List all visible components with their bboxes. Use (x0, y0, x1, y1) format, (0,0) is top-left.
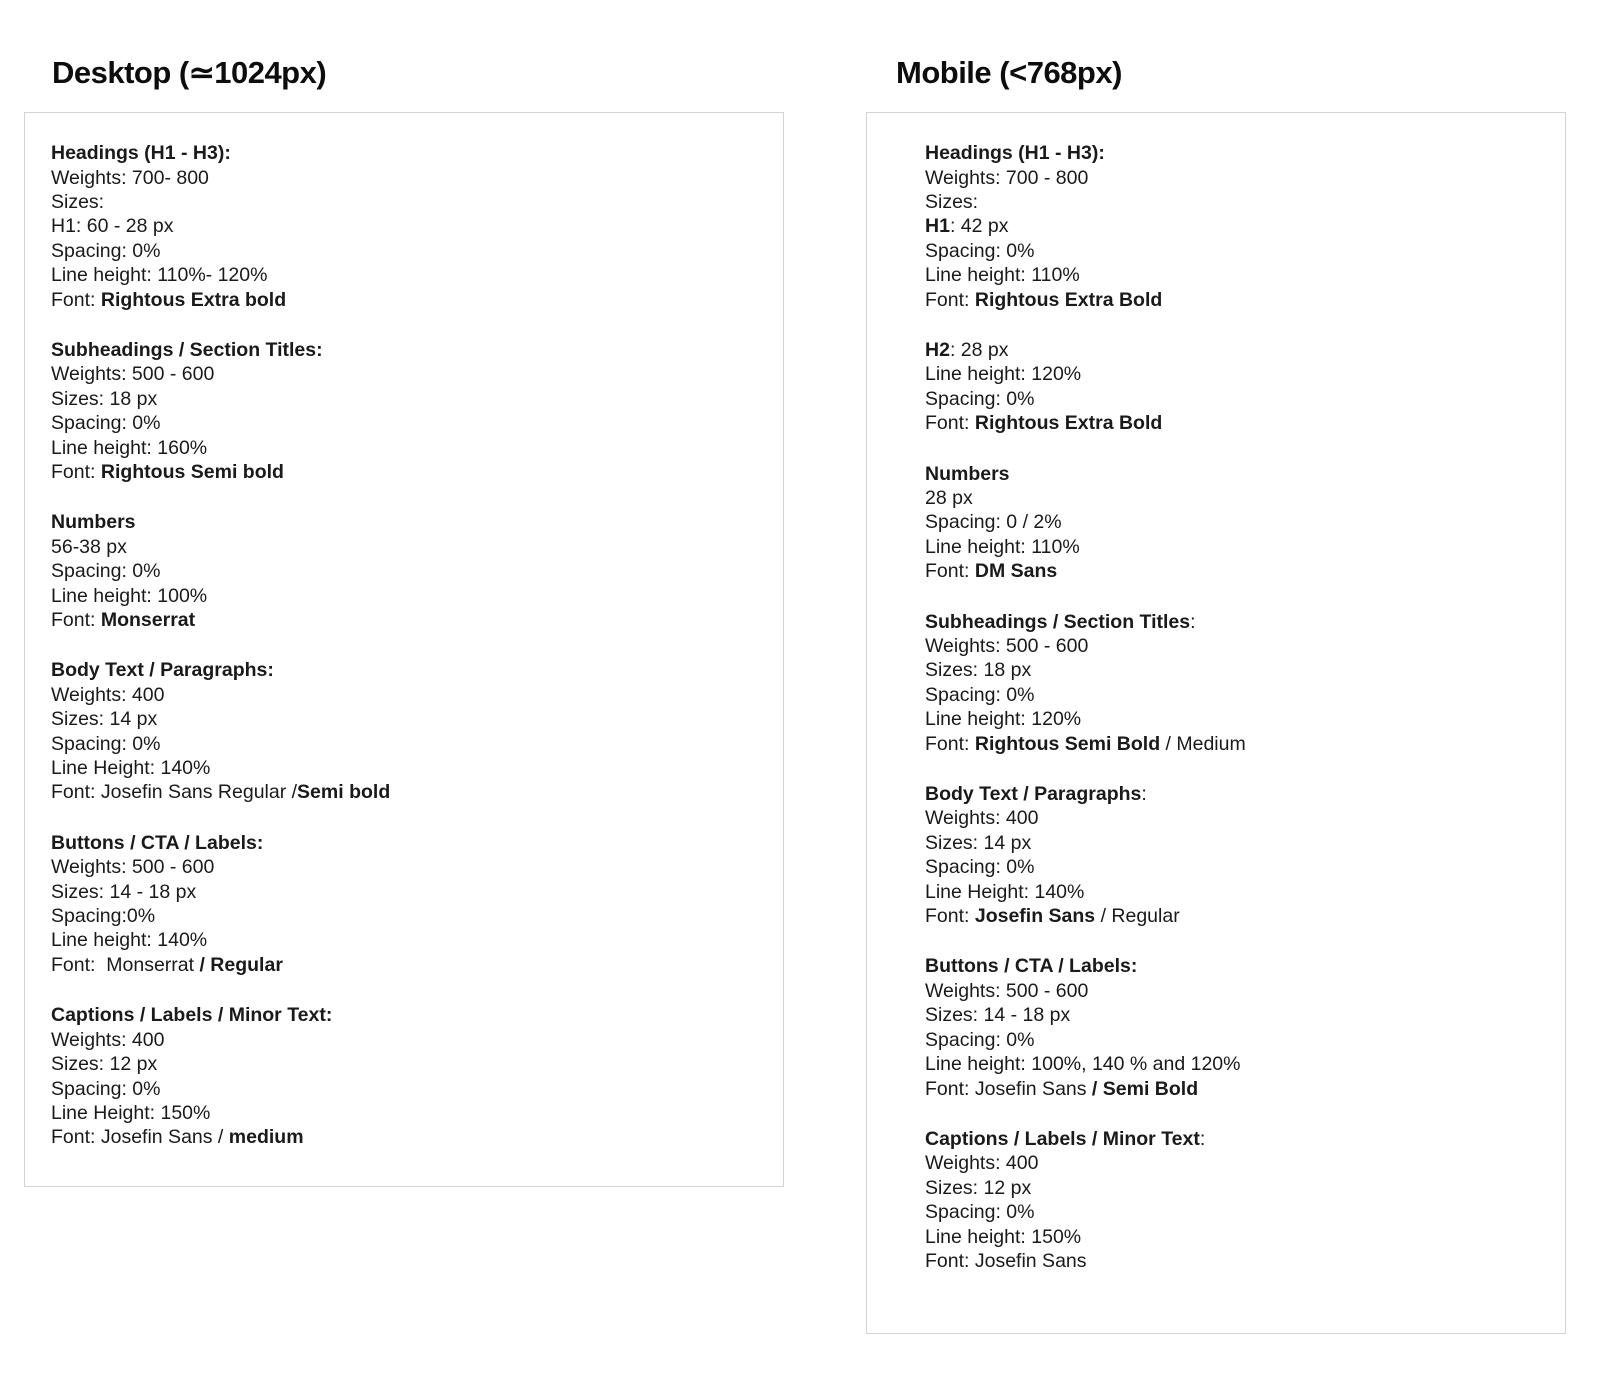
spec-line: Font: Monserrat (51, 609, 196, 631)
spec-line: Weights: 700 - 800 (925, 166, 1089, 189)
spec-line: Weights: 500 - 600 (925, 979, 1089, 1002)
spec-line: Subheadings / Section Titles: (51, 338, 323, 361)
spec-line: Spacing: 0% (925, 239, 1035, 262)
spec-line: Line height: 150% (925, 1225, 1082, 1248)
spec-line: Weights: 400 (51, 1028, 165, 1051)
spec-line: Sizes: 18 px (925, 659, 1032, 682)
spec-line: Font: Josefin Sans Regular /Semi bold (51, 781, 391, 804)
spec-line: Font: Rightous Semi bold (51, 460, 284, 483)
spec-group (925, 141, 1539, 312)
spec-line: Spacing: 0% (51, 732, 161, 755)
spec-line: Sizes: 14 px (51, 708, 158, 731)
spec-line: Body Text / Paragraphs: (51, 659, 274, 682)
spec-line: Spacing: 0% (51, 560, 161, 583)
spec-line: Sizes: 14 - 18 px (51, 880, 197, 903)
spec-line: Font: Josefin Sans / medium (51, 1126, 304, 1149)
spec-line: Buttons / CTA / Labels: (925, 955, 1138, 978)
desktop-spec-panel (24, 112, 784, 1187)
spec-line: Font: DM Sans (925, 560, 1058, 583)
spec-line: H1: 60 - 28 px (51, 215, 174, 238)
spec-line: Spacing: 0% (925, 1028, 1035, 1051)
spec-line: Weights: 400 (925, 807, 1039, 830)
spec-line: Sizes: (51, 190, 105, 213)
spec-line: Font: Josefin Sans (925, 1249, 1087, 1272)
spec-line: Buttons / CTA / Labels: (51, 831, 264, 854)
spec-line: Sizes: 14 px (925, 831, 1032, 854)
spec-line: Spacing: 0% (925, 1201, 1035, 1224)
mobile-column (866, 0, 1566, 1334)
spec-line: Font: Rightous Extra Bold (925, 288, 1163, 311)
spec-line: Spacing: 0% (51, 239, 161, 262)
spec-line: Captions / Labels / Minor Text: (51, 1004, 333, 1027)
spec-line: Subheadings / Section Titles: (925, 610, 1196, 633)
spec-line: Font: Josefin Sans / Semi Bold (925, 1077, 1199, 1100)
spec-line: Weights: 400 (51, 683, 165, 706)
spec-group (925, 1127, 1539, 1273)
spec-line: Body Text / Paragraphs: (925, 783, 1147, 806)
spec-group (925, 954, 1539, 1100)
spec-line: Line height: 120% (925, 708, 1082, 731)
spec-line: 56-38 px (51, 535, 127, 558)
spec-line: Line height: 120% (925, 363, 1082, 386)
spec-line: Weights: 700- 800 (51, 166, 209, 189)
spec-line: Spacing: 0% (925, 683, 1035, 706)
spec-line: Line height: 100%, 140 % and 120% (925, 1053, 1241, 1076)
spec-line: H1: 42 px (925, 215, 1009, 238)
spec-line: Line height: 140% (51, 929, 208, 952)
spec-line: Font: Josefin Sans / Regular (925, 905, 1180, 928)
spec-group (51, 510, 757, 632)
spec-line: Sizes: 12 px (51, 1053, 158, 1076)
spec-line: Weights: 500 - 600 (925, 635, 1089, 657)
spec-line: Headings (H1 - H3): (925, 142, 1105, 165)
spec-line: Sizes: 18 px (51, 387, 158, 410)
spec-group (51, 658, 757, 804)
desktop-column (24, 0, 804, 1187)
spec-line: Line height: 160% (51, 436, 208, 459)
spec-line: Spacing: 0% (925, 856, 1035, 879)
spec-line: Line Height: 150% (51, 1101, 211, 1124)
spec-line: Spacing: 0% (51, 1077, 161, 1100)
spec-group (51, 338, 757, 484)
spec-line: Numbers (925, 462, 1010, 485)
spec-group (925, 782, 1539, 928)
spec-group (925, 610, 1539, 756)
spec-line: 28 px (925, 486, 973, 509)
spec-line: H2: 28 px (925, 338, 1009, 361)
spec-group (925, 462, 1539, 584)
spec-line: Sizes: 12 px (925, 1176, 1032, 1199)
spec-line: Sizes: 14 - 18 px (925, 1004, 1071, 1027)
spec-group (925, 338, 1539, 436)
spec-line: Line Height: 140% (925, 880, 1085, 903)
spec-line: Spacing:0% (51, 905, 156, 928)
spec-line: Weights: 500 - 600 (51, 363, 215, 386)
spec-line: Weights: 500 - 600 (51, 856, 215, 879)
spec-line: Line height: 110%- 120% (51, 264, 268, 287)
mobile-column-title: Mobile (<768px) (896, 55, 1122, 90)
spec-group (51, 831, 757, 977)
spec-line: Numbers (51, 511, 136, 534)
spec-line: Font: Rightous Extra bold (51, 288, 287, 311)
spec-line: Line height: 100% (51, 584, 208, 607)
spec-line: Font: Monserrat / Regular (51, 953, 283, 976)
spec-line: Font: Rightous Extra Bold (925, 412, 1163, 435)
spec-line: Headings (H1 - H3): (51, 142, 231, 165)
desktop-column-title: Desktop (≃1024px) (52, 55, 327, 90)
mobile-spec-panel (866, 112, 1566, 1334)
spec-group (51, 1003, 757, 1149)
spec-line: Spacing: 0 / 2% (925, 511, 1062, 534)
spec-line: Line height: 110% (925, 264, 1080, 287)
spec-line: Spacing: 0% (51, 412, 161, 435)
spec-line: Font: Rightous Semi Bold / Medium (925, 732, 1246, 755)
spec-line: Spacing: 0% (925, 387, 1035, 410)
spec-line: Sizes: (925, 190, 979, 213)
spec-line: Weights: 400 (925, 1152, 1039, 1175)
spec-group (51, 141, 757, 312)
spec-line: Line height: 110% (925, 535, 1080, 558)
spec-line: Line Height: 140% (51, 757, 211, 780)
spec-line: Captions / Labels / Minor Text: (925, 1127, 1206, 1150)
